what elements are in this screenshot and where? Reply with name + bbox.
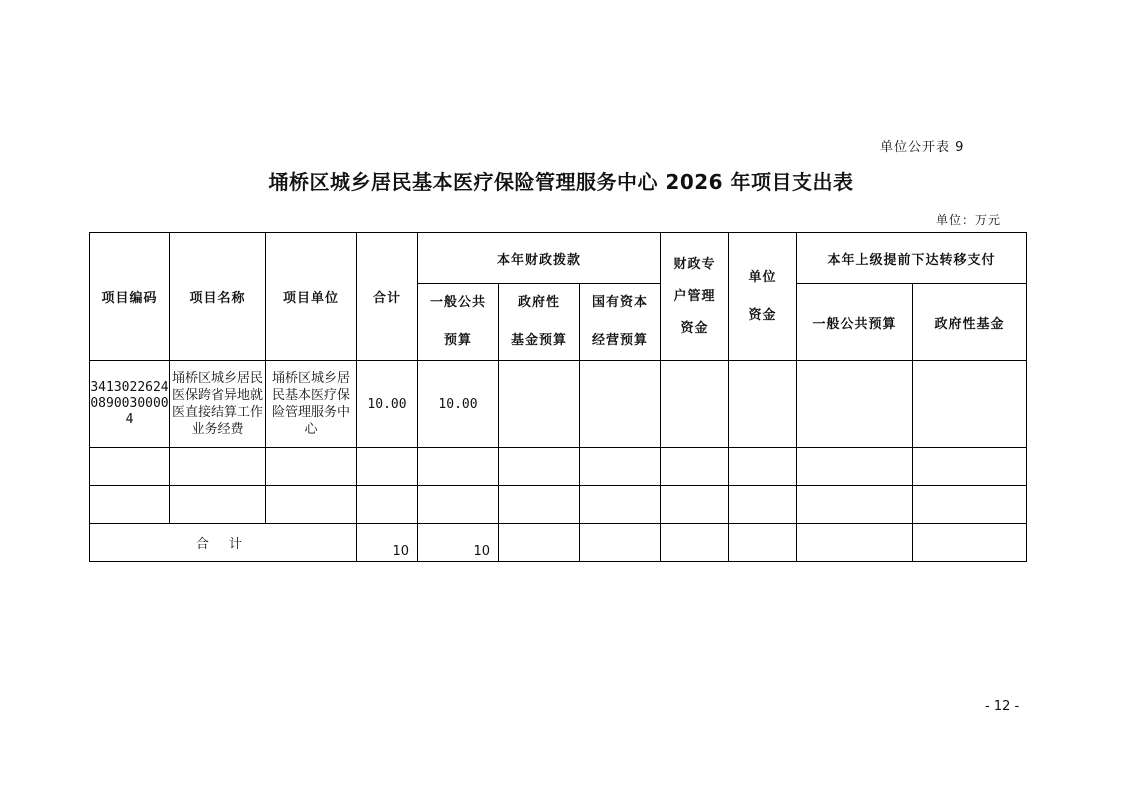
- header-general-budget: [418, 284, 499, 361]
- header-transfer-payment: 本年上级提前下达转移支付: [797, 233, 1027, 284]
- header-project-code: 项目编码: [90, 233, 170, 361]
- empty-cell: [913, 524, 1027, 562]
- empty-cell: [729, 448, 797, 486]
- header-gov-fund-line2: 基金预算: [510, 333, 567, 348]
- header-gov-fund-line1: 政府性: [517, 295, 560, 310]
- cell-gov-fund: [499, 361, 580, 448]
- header-transfer-gov-fund: 政府性基金: [913, 284, 1027, 361]
- empty-cell: [170, 486, 266, 524]
- empty-cell: [499, 524, 580, 562]
- empty-cell: [913, 448, 1027, 486]
- cell-project-name: 埇桥区城乡居民医保跨省异地就医直接结算工作业务经费: [170, 361, 266, 448]
- empty-cell: [266, 486, 357, 524]
- header-unit-fund-line2: 资金: [748, 307, 777, 323]
- empty-cell: [797, 448, 913, 486]
- header-state-capital-line1: 国有资本: [592, 295, 649, 310]
- empty-cell: [357, 448, 418, 486]
- empty-cell: [913, 486, 1027, 524]
- empty-cell: [729, 486, 797, 524]
- cell-unit-fund: [729, 361, 797, 448]
- empty-cell: [170, 448, 266, 486]
- table-row-empty: [90, 448, 1027, 486]
- header-transfer-general-budget: 一般公共预算: [797, 284, 913, 361]
- empty-cell: [580, 524, 661, 562]
- header-special-fund-line1: 财政专: [673, 256, 716, 272]
- empty-cell: [661, 524, 729, 562]
- header-unit-fund: [729, 233, 797, 361]
- header-special-fund-line3: 资金: [680, 320, 709, 336]
- header-unit-fund-line1: 单位: [748, 269, 777, 285]
- page-title: 埇桥区城乡居民基本医疗保险管理服务中心 2026 年项目支出表: [268, 170, 854, 194]
- table-row-empty: [90, 486, 1027, 524]
- empty-cell: [90, 448, 170, 486]
- empty-cell: [797, 486, 913, 524]
- header-general-budget-line1: 一般公共: [429, 295, 486, 310]
- total-row: [90, 524, 1027, 562]
- empty-cell: [797, 524, 913, 562]
- empty-cell: [418, 486, 499, 524]
- cell-general-budget: 10.00: [418, 361, 499, 448]
- cell-project-code: 341302262408900300004: [90, 361, 170, 448]
- empty-cell: [661, 448, 729, 486]
- cell-total: 10.00: [357, 361, 418, 448]
- cell-transfer-general: [797, 361, 913, 448]
- header-project-name: 项目名称: [170, 233, 266, 361]
- header-gov-fund-budget: [499, 284, 580, 361]
- empty-cell: [661, 486, 729, 524]
- table-row: [90, 361, 1027, 448]
- header-special-fund: [661, 233, 729, 361]
- cell-transfer-gov-fund: [913, 361, 1027, 448]
- header-project-unit: 项目单位: [266, 233, 357, 361]
- total-row-total: 10: [357, 524, 418, 562]
- empty-cell: [499, 448, 580, 486]
- header-total: 合计: [357, 233, 418, 361]
- cell-special-fund: [661, 361, 729, 448]
- total-row-label: 合 计: [90, 524, 357, 562]
- empty-cell: [90, 486, 170, 524]
- page-number: - 12 -: [985, 699, 1020, 714]
- expenditure-table: [89, 232, 1027, 562]
- empty-cell: [266, 448, 357, 486]
- unit-label: 单位：万元: [936, 213, 1002, 227]
- total-row-general-budget: 10: [418, 524, 499, 562]
- header-state-capital-line2: 经营预算: [592, 333, 649, 348]
- header-state-capital-budget: [580, 284, 661, 361]
- header-special-fund-line2: 户管理: [673, 288, 716, 304]
- form-number: 单位公开表 9: [880, 140, 965, 155]
- cell-project-unit: 埇桥区城乡居民基本医疗保险管理服务中心: [266, 361, 357, 448]
- empty-cell: [580, 486, 661, 524]
- empty-cell: [499, 486, 580, 524]
- cell-state-capital: [580, 361, 661, 448]
- header-fiscal-appropriation: 本年财政拨款: [418, 233, 661, 284]
- empty-cell: [418, 448, 499, 486]
- header-general-budget-line2: 预算: [443, 333, 472, 348]
- empty-cell: [580, 448, 661, 486]
- empty-cell: [357, 486, 418, 524]
- empty-cell: [729, 524, 797, 562]
